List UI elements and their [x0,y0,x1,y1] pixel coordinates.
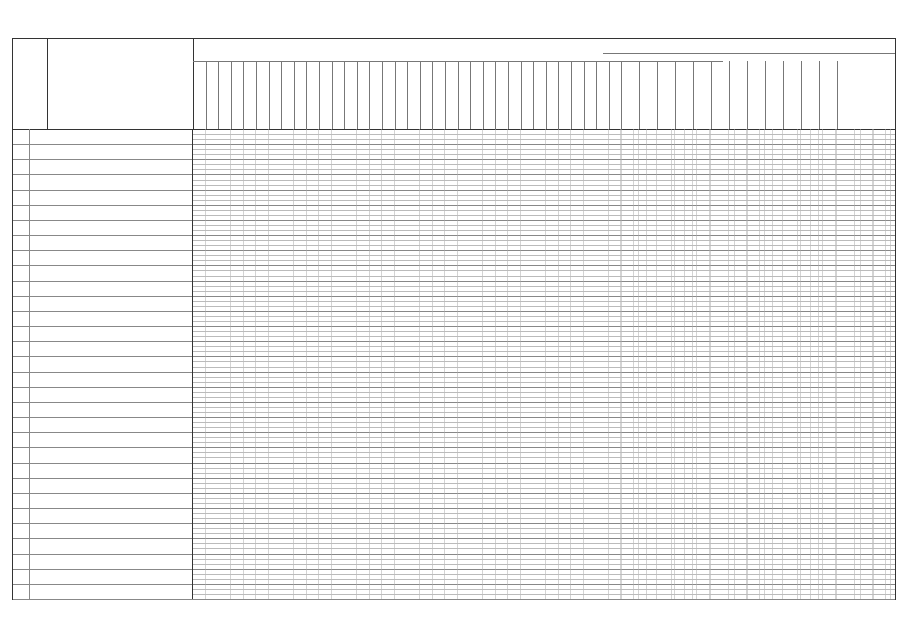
row-element-name [47,159,193,174]
right-cell-grid [603,265,895,280]
right-cell-grid [603,144,895,159]
row-subline [193,169,895,170]
row-cells [193,372,895,387]
row-number [13,447,30,462]
table-row [13,372,895,388]
row-subline [193,210,895,211]
row-number [13,584,30,599]
header-column [521,61,535,129]
row-number [13,432,30,447]
right-cell-grid [603,387,895,402]
header-column [495,61,509,129]
row-subline [193,260,895,261]
row-subline [193,316,895,317]
row-cells [193,159,895,174]
row-subline [193,574,895,575]
header-column [206,61,220,129]
row-subline [193,559,895,560]
row-number [13,205,30,220]
row-subline [193,195,895,196]
right-cell-grid [603,341,895,356]
right-cell-grid [603,356,895,371]
row-subline [193,164,895,165]
row-element-name [47,387,193,402]
header-column [819,61,838,129]
row-element-name [47,296,193,311]
row-element-name [47,265,193,280]
row-cells [193,432,895,447]
header-column [639,61,658,129]
right-cell-grid [603,417,895,432]
header-column [801,61,820,129]
table-row [13,463,895,479]
header-column [571,61,585,129]
row-subline [193,255,895,256]
header-column [584,61,598,129]
row-cells [193,144,895,159]
header-column [546,61,560,129]
table-row [13,296,895,312]
row-cells [193,584,895,599]
row-cells [193,478,895,493]
table-row [13,493,895,509]
row-subline [193,498,895,499]
table-row [13,554,895,570]
table-row [13,387,895,403]
row-subline [193,336,895,337]
table-row [13,265,895,281]
row-cells [193,341,895,356]
row-number [13,417,30,432]
row-subline [193,200,895,201]
right-cell-grid [603,250,895,265]
row-element-name [47,508,193,523]
row-element-name [47,493,193,508]
table-row [13,432,895,448]
header-element-name [47,39,194,129]
row-element-name [47,190,193,205]
row-cells [193,326,895,341]
row-element-name [47,463,193,478]
row-number [13,265,30,280]
row-number [13,129,30,144]
right-cell-grid [603,235,895,250]
row-cells [193,281,895,296]
row-subline [193,215,895,216]
row-subline [193,276,895,277]
header-column [603,61,622,129]
right-cell-grid [603,554,895,569]
row-number [13,326,30,341]
table-body [13,129,895,599]
header-column [256,61,270,129]
row-subline [193,452,895,453]
right-cell-grid [603,447,895,462]
header-column [294,61,308,129]
right-cell-grid [603,174,895,189]
table-row [13,569,895,585]
row-subline [193,149,895,150]
row-subline [193,225,895,226]
row-element-name [47,356,193,371]
row-subline [193,488,895,489]
row-number [13,341,30,356]
row-element-name [47,478,193,493]
row-element-name [47,311,193,326]
row-element-name [47,569,193,584]
row-subline [193,134,895,135]
right-cell-grid [603,220,895,235]
row-cells [193,265,895,280]
right-cell-grid [603,493,895,508]
header-column [420,61,434,129]
header-column [269,61,283,129]
row-cells [193,311,895,326]
right-cell-grid [603,311,895,326]
row-number [13,296,30,311]
header-column [407,61,421,129]
row-cells [193,417,895,432]
header-column [783,61,802,129]
header-column [711,61,730,129]
table-row [13,129,895,145]
header-column [675,61,694,129]
row-element-name [47,417,193,432]
table-row [13,144,895,160]
row-subline [193,457,895,458]
table-row [13,447,895,463]
header-column [306,61,320,129]
row-subline [193,392,895,393]
table-row [13,478,895,494]
row-subline [193,437,895,438]
right-cell-grid [603,478,895,493]
row-cells [193,190,895,205]
row-number [13,281,30,296]
header-column [281,61,295,129]
row-element-name [47,220,193,235]
row-subline [193,270,895,271]
row-subline [193,230,895,231]
data-table [12,38,896,600]
row-number [13,508,30,523]
header-column [483,61,497,129]
header-column [332,61,346,129]
row-subline [193,377,895,378]
header-column [319,61,333,129]
table-row [13,341,895,357]
row-number [13,174,30,189]
row-subline [193,346,895,347]
table-row [13,235,895,251]
header-column [231,61,245,129]
row-subline [193,564,895,565]
row-subline [193,468,895,469]
row-subline [193,331,895,332]
row-subline [193,397,895,398]
right-cell-grid [603,463,895,478]
row-subline [193,513,895,514]
row-element-name [47,174,193,189]
row-cells [193,174,895,189]
row-subline [193,543,895,544]
row-element-name [47,205,193,220]
row-number [13,311,30,326]
right-cell-grid [603,402,895,417]
header-column [369,61,383,129]
row-element-name [47,538,193,553]
row-subline [193,240,895,241]
table-row [13,190,895,206]
header-column [344,61,358,129]
row-element-name [47,584,193,599]
header-column [470,61,484,129]
right-cell-grid [603,508,895,523]
row-subline [193,351,895,352]
table-row [13,220,895,236]
header-column [693,61,712,129]
table-row [13,174,895,190]
row-cells [193,402,895,417]
row-element-name [47,235,193,250]
row-element-name [47,144,193,159]
row-element-name [47,372,193,387]
row-cells [193,447,895,462]
header-column [558,61,572,129]
row-subline [193,361,895,362]
right-column-group [603,39,895,54]
row-subline [193,503,895,504]
row-number [13,463,30,478]
row-cells [193,569,895,584]
row-subline [193,139,895,140]
row-number [13,159,30,174]
table-row [13,538,895,554]
row-number [13,220,30,235]
row-subline [193,321,895,322]
header-column [458,61,472,129]
right-cell-grid [603,296,895,311]
row-subline [193,382,895,383]
row-subline [193,422,895,423]
row-subline [193,483,895,484]
row-cells [193,387,895,402]
right-cell-grid [603,432,895,447]
row-number [13,523,30,538]
row-element-name [47,341,193,356]
row-number [13,554,30,569]
header-column [729,61,748,129]
row-element-name [47,447,193,462]
header-column [218,61,232,129]
row-cells [193,235,895,250]
table-row [13,326,895,342]
row-number [13,569,30,584]
row-subline [193,518,895,519]
table-row [13,402,895,418]
right-cell-grid [603,584,895,599]
header-column [445,61,459,129]
right-cell-grid [603,205,895,220]
table-row [13,356,895,372]
table-row [13,311,895,327]
right-cell-grid [603,159,895,174]
right-cell-grid [603,372,895,387]
right-cell-grid [603,569,895,584]
row-cells [193,554,895,569]
row-cells [193,538,895,553]
header-column [382,61,396,129]
row-subline [193,442,895,443]
table-row [13,523,895,539]
row-subline [193,291,895,292]
row-cells [193,493,895,508]
row-cells [193,129,895,144]
header-column [533,61,547,129]
row-cells [193,205,895,220]
row-element-name [47,250,193,265]
table-row [13,281,895,297]
row-number [13,144,30,159]
right-cell-grid [603,190,895,205]
table-row [13,250,895,266]
row-number [13,387,30,402]
table-header [13,39,895,130]
row-subline [193,548,895,549]
header-row-number [13,39,48,129]
row-subline [193,407,895,408]
row-number [13,402,30,417]
row-element-name [47,281,193,296]
header-column [432,61,446,129]
row-element-name [47,432,193,447]
header-column [765,61,784,129]
table-row [13,584,895,600]
row-number [13,493,30,508]
row-subline [193,306,895,307]
right-cell-grid [603,538,895,553]
row-number [13,356,30,371]
row-cells [193,250,895,265]
row-number [13,250,30,265]
row-subline [193,180,895,181]
row-cells [193,463,895,478]
header-column [657,61,676,129]
row-subline [193,533,895,534]
row-subline [193,301,895,302]
table-row [13,205,895,221]
row-element-name [47,326,193,341]
row-element-name [47,523,193,538]
header-column [747,61,766,129]
row-subline [193,594,895,595]
row-subline [193,579,895,580]
row-number [13,538,30,553]
right-cell-grid [603,281,895,296]
row-cells [193,220,895,235]
row-number [13,190,30,205]
row-subline [193,528,895,529]
row-element-name [47,129,193,144]
row-subline [193,412,895,413]
row-subline [193,286,895,287]
row-subline [193,367,895,368]
header-column [193,61,207,129]
row-subline [193,185,895,186]
right-cell-grid [603,523,895,538]
header-column [621,61,640,129]
table-row [13,417,895,433]
row-element-name [47,554,193,569]
header-column [508,61,522,129]
header-column [357,61,371,129]
row-subline [193,245,895,246]
row-element-name [47,402,193,417]
row-subline [193,427,895,428]
right-cell-grid [603,129,895,144]
table-row [13,508,895,524]
row-cells [193,523,895,538]
right-cell-grid [603,326,895,341]
header-column [243,61,257,129]
row-number [13,478,30,493]
row-number [13,235,30,250]
row-subline [193,473,895,474]
row-cells [193,508,895,523]
row-subline [193,154,895,155]
header-column [395,61,409,129]
row-number [13,372,30,387]
row-subline [193,589,895,590]
row-cells [193,296,895,311]
table-row [13,159,895,175]
row-cells [193,356,895,371]
